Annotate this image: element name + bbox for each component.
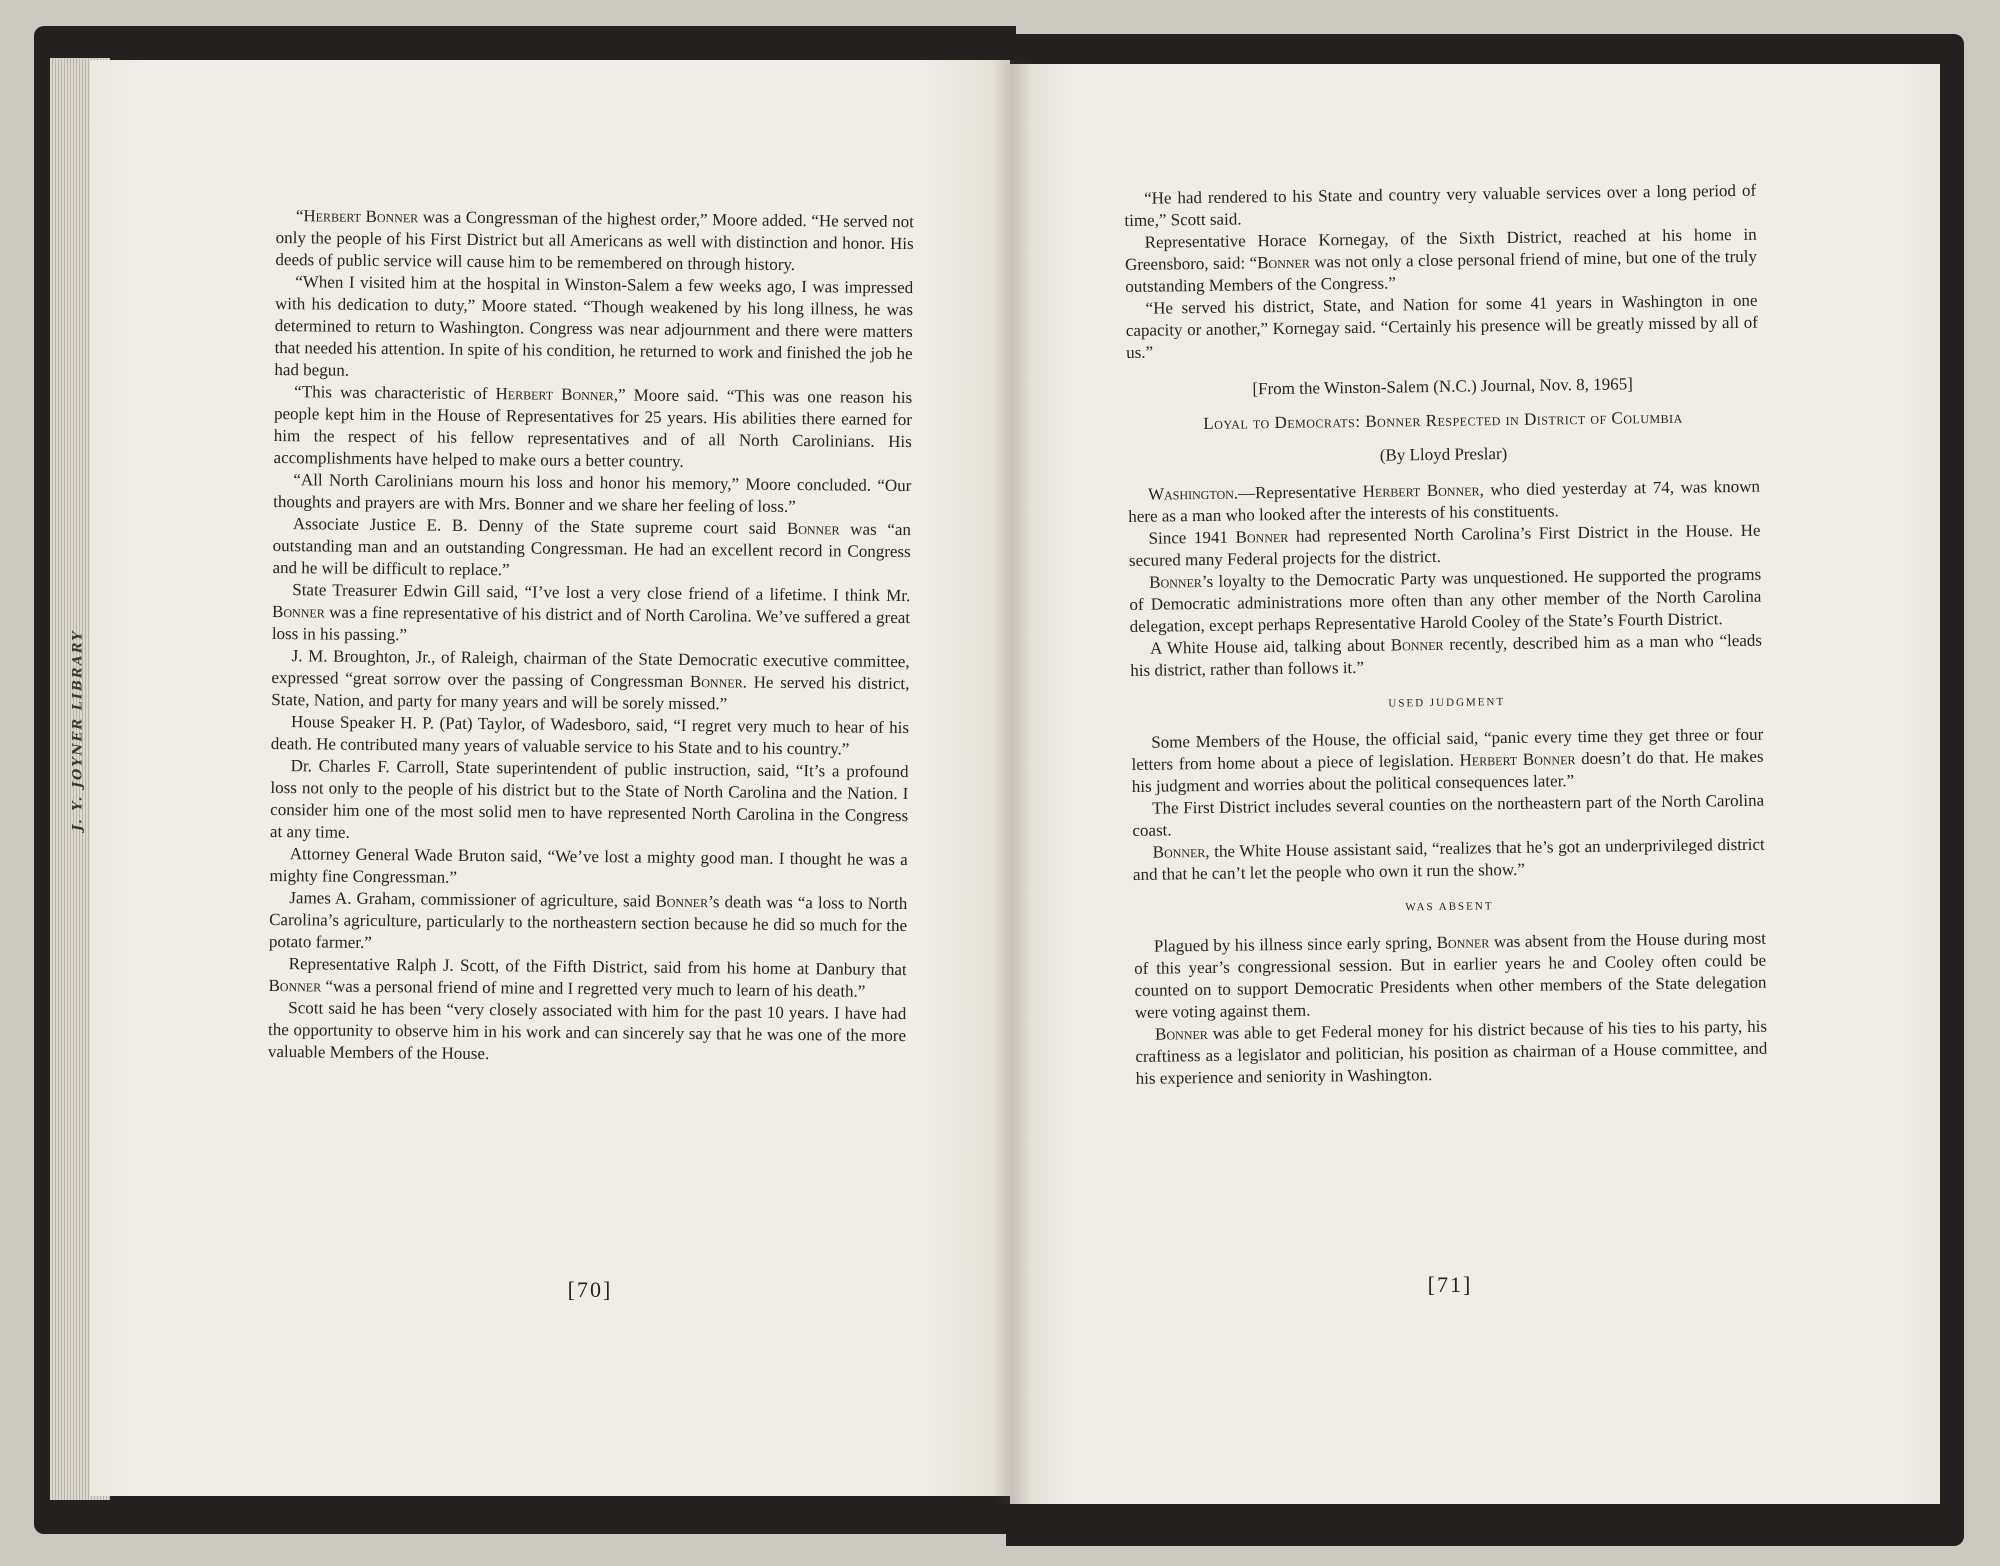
paragraph: Associate Justice E. B. Denny of the State supreme court said Bonner was “an outstanding man and an outstanding Congressman. He had an excellent record in Congress and he will be difficult to replace.” xyxy=(272,514,912,580)
source-citation: [From the Winston-Salem (N.C.) Journal, Nov. 8, 1965] xyxy=(1252,374,1633,399)
paragraph: Bonner’s loyalty to the Democratic Party was unquestioned. He supported the programs of Democratic administrations more often than any other member of the North Carolina delegation, except perhaps Representative Harold Cooley of the State’s Fourth District. xyxy=(1129,564,1762,636)
paragraph: Dr. Charles F. Carroll, State superintendent of public instruction, said, “It’s a profound loss not only to the people of his district but to the State of North Carolina and the Nation. I consider him one of the most solid men to have represented North Carolina in the Congress at any time. xyxy=(269,756,909,842)
paragraph: Attorney General Wade Bruton said, “We’ve lost a mighty good man. I thought he was a mighty fine Congressman.” xyxy=(269,844,908,887)
page-number-right: [71] xyxy=(1427,1272,1473,1297)
paragraph: A White House aid, talking about Bonner recently, described him as a man who “leads his district, rather than follows it.” xyxy=(1130,630,1763,680)
paragraph: The First District includes several counties on the northeastern part of the North Carolina coast. xyxy=(1132,790,1765,840)
paragraph: Representative Ralph J. Scott, of the Fifth District, said from his home at Danbury that Bonner “was a personal friend of mine and I regretted very much to learn of his death.” xyxy=(268,954,907,1001)
section-subhead: WAS ABSENT xyxy=(1405,900,1494,914)
paragraph: Scott said he has been “very closely associated with him for the past 10 years. I have had the opportunity to observe him in his work and can sincerely say that he was one of the more valuable Members of the House. xyxy=(267,998,907,1064)
paragraph: “When I visited him at the hospital in Winston-Salem a few weeks ago, I was impressed with his dedication to duty,” Moore stated. “Though weakened by his long illness, he was determined to return to Washington. Congress was near adjournment and there were matters that needed his attention. In spite of his condition, he returned to work and finished the job he had begun. xyxy=(274,272,914,380)
library-stamp: J. Y. JOYNER LIBRARY xyxy=(70,629,86,831)
paragraph: Washington.—Representative Herbert Bonner, who died yesterday at 74, was known here as a man who looked after the interests of his constituents. xyxy=(1128,476,1761,526)
paragraph: Some Members of the House, the official said, “panic every time they get three or four letters from home about a piece of legislation. Herbert Bonner doesn’t do that. He makes his judgment and worries about the political consequences later.” xyxy=(1131,724,1764,796)
paragraph: “He served his district, State, and Nation for some 41 years in Washington in one capacity or another,” Kornegay said. “Certainly his presence will be greatly missed by all of us.” xyxy=(1125,290,1758,362)
paragraph: Plagued by his illness since early spring, Bonner was absent from the House during most of this year’s congressional session. But in earlier years he and Cooley often could be counted on to support Democratic Presidents when other members of the State delegation were voting against them. xyxy=(1134,928,1767,1022)
paragraph: “Herbert Bonner was a Congressman of the highest order,” Moore added. “He served not only the people of his First District but all Americans as well with distinction and honor. His deeds of public service will cause him to be remembered on through history. xyxy=(275,206,914,274)
paragraph: “This was characteristic of Herbert Bonner,” Moore said. “This was one reason his people kept him in the House of Representatives for 25 years. His abilities there earned for him the respect of his fellow representatives and of all North Carolinians. His accomplishments have helped to make ours a better country. xyxy=(273,382,913,471)
page-number-left: [70] xyxy=(567,1277,613,1302)
paragraph: Representative Horace Kornegay, of the Sixth District, reached at his home in Greensboro, said: “Bonner was not only a close personal friend of mine, but one of the truly outstanding Members of the Congress.” xyxy=(1124,224,1758,296)
paragraph: Bonner was able to get Federal money for his district because of his ties to his party, his craftiness as a legislator and politician, his position as chairman of a House committee, and his experience and seniority in Washington. xyxy=(1135,1016,1768,1088)
paragraph: Since 1941 Bonner had represented North Carolina’s First District in the House. He secured many Federal projects for the district. xyxy=(1128,520,1761,570)
right-page-text xyxy=(1124,180,1768,1090)
book-gutter xyxy=(992,60,1032,1504)
article-headline: Loyal to Democrats: Bonner Respected in District of Columbia xyxy=(1203,407,1683,433)
paragraph: James A. Graham, commissioner of agriculture, said Bonner’s death was “a loss to North Carolina’s agriculture, particularly to the northeastern section because he did so much for the potato farmer.” xyxy=(268,888,908,952)
paragraph: J. M. Broughton, Jr., of Raleigh, chairman of the State Democratic executive committee, expressed “great sorrow over the passing of Congressman Bonner. He served his district, State, Nation, and party for many years and will be sorely missed.” xyxy=(271,646,910,714)
paragraph: State Treasurer Edwin Gill said, “I’ve lost a very close friend of a lifetime. I think Mr. Bonner was a fine representative of his district and of North Carolina. We’ve suffered a great loss in his passing.” xyxy=(271,580,911,645)
section-subhead: USED JUDGMENT xyxy=(1388,696,1506,710)
paragraph: Bonner, the White House assistant said, “realizes that he’s got an underprivileged district and that he can’t let the people who own it run the show.” xyxy=(1132,834,1765,884)
paragraph: “All North Carolinians mourn his loss and honor his memory,” Moore concluded. “Our thoughts and prayers are with Mrs. Bonner and we share her feeling of loss.” xyxy=(273,470,912,517)
article-byline: (By Lloyd Preslar) xyxy=(1379,444,1508,465)
left-page-text xyxy=(268,205,914,1069)
paragraph: “He had rendered to his State and country very valuable services over a long period of time,” Scott said. xyxy=(1124,180,1757,230)
paragraph: House Speaker H. P. (Pat) Taylor, of Wadesboro, said, “I regret very much to hear of his death. He contributed many years of valuable service to his State and to his country.” xyxy=(270,712,910,759)
